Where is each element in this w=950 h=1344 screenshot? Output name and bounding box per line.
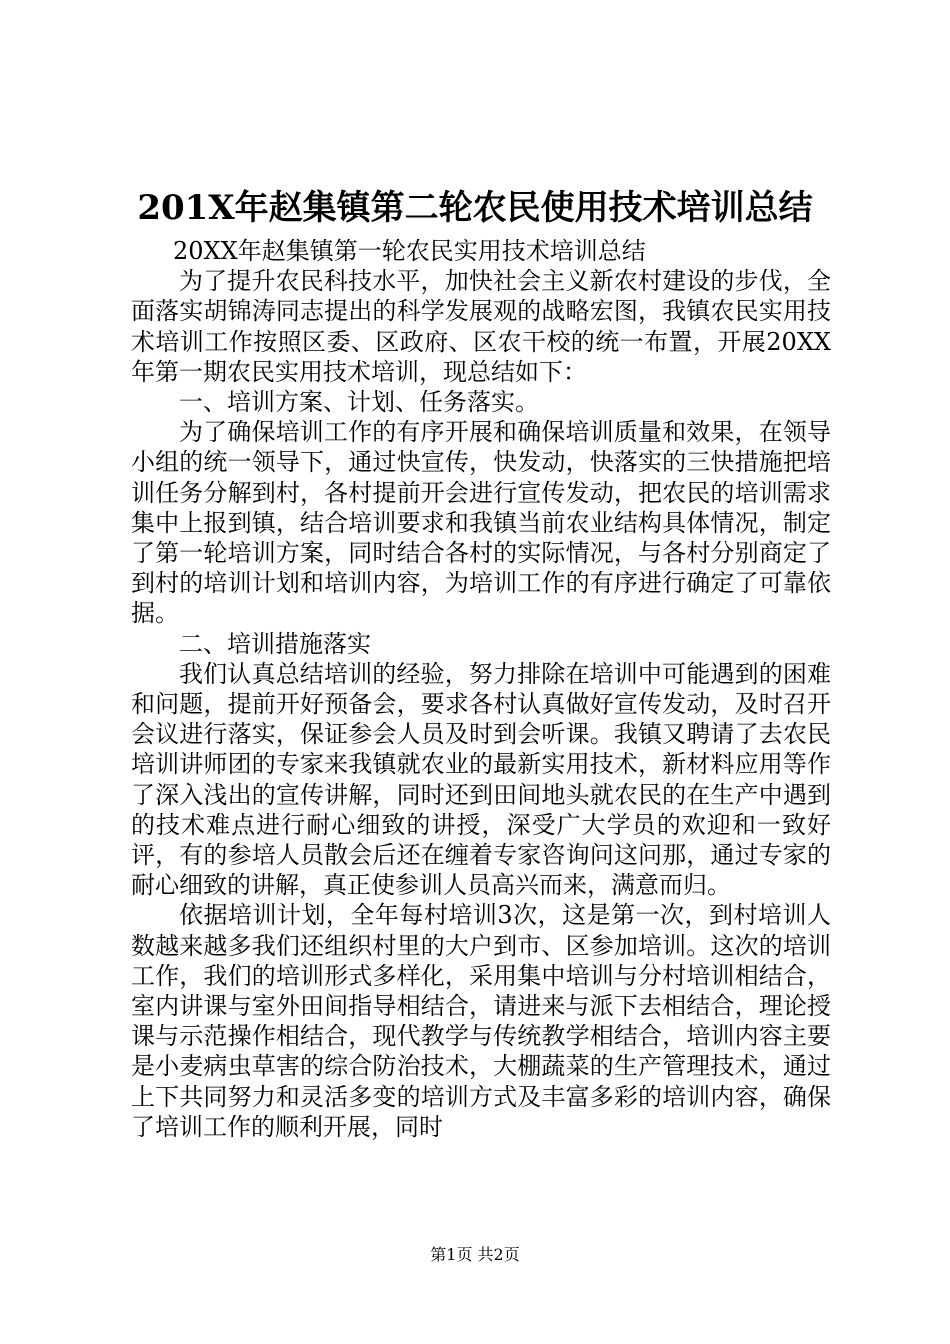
paragraph-section-2: 我们认真总结培训的经验，努力排除在培训中可能遇到的困难和问题，提前开好预备会，要求各村认真做好宣传发动，及时召开会议进行落实，保证参会人员及时到会听课。我镇又聘请了去农民培训讲师团的专家来我镇就农业的最新实用技术，新材料应用等作了深入浅出的宣传讲解，同时还到田间地头就农民的在生产中遇到的技术难点进行耐心细致的讲授，深受广大学员的欢迎和一致好评，有的参培人员散会后还在缠着专家咨询问这问那，通过专家的耐心细致的讲解，真正使参训人员高兴而来，满意而归。 <box>131 659 831 900</box>
section-heading-1: 一、培训方案、计划、任务落实。 <box>179 388 539 417</box>
page-number-footer: 第1页 共2页 <box>430 1245 520 1264</box>
document-subtitle: 20XX年赵集镇第一轮农民实用技术培训总结 <box>173 237 646 265</box>
section-heading-2: 二、培训措施落实 <box>179 629 371 658</box>
paragraph-training-plan: 依据培训计划，全年每村培训3次，这是第一次，到村培训人数越来越多我们还组织村里的大户到市、区参加培训。这次的培训工作，我们的培训形式多样化，采用集中培训与分村培训相结合，室内讲课与室外田间指导相结合，请进来与派下去相结合，理论授课与示范操作相结合，现代教学与传统教学相结合，培训内容主要是小麦病虫草害的综合防治技术，大棚蔬菜的生产管理技术，通过上下共同努力和灵活多变的培训方式及丰富多彩的培训内容，确保了培训工作的顺利开展，同时 <box>131 901 831 1141</box>
document-title: 201X年赵集镇第二轮农民使用技术培训总结 <box>137 188 813 228</box>
paragraph-intro: 为了提升农民科技水平，加快社会主义新农村建设的步伐，全面落实胡锦涛同志提出的科学发展观的战略宏图，我镇农民实用技术培训工作按照区委、区政府、区农干校的统一布置，开展20XX年第一期农民实用技术培训，现总结如下： <box>131 267 831 386</box>
document-body <box>131 236 831 1142</box>
paragraph-section-1: 为了确保培训工作的有序开展和确保培训质量和效果，在领导小组的统一领导下，通过快宣传，快发动，快落实的三快措施把培训任务分解到村，各村提前开会进行宣传发动，把农民的培训需求集中上报到镇，结合培训要求和我镇当前农业结构具体情况，制定了第一轮培训方案，同时结合各村的实际情况，与各村分别商定了到村的培训计划和培训内容，为培训工作的有序进行确定了可靠依据。 <box>131 418 831 628</box>
